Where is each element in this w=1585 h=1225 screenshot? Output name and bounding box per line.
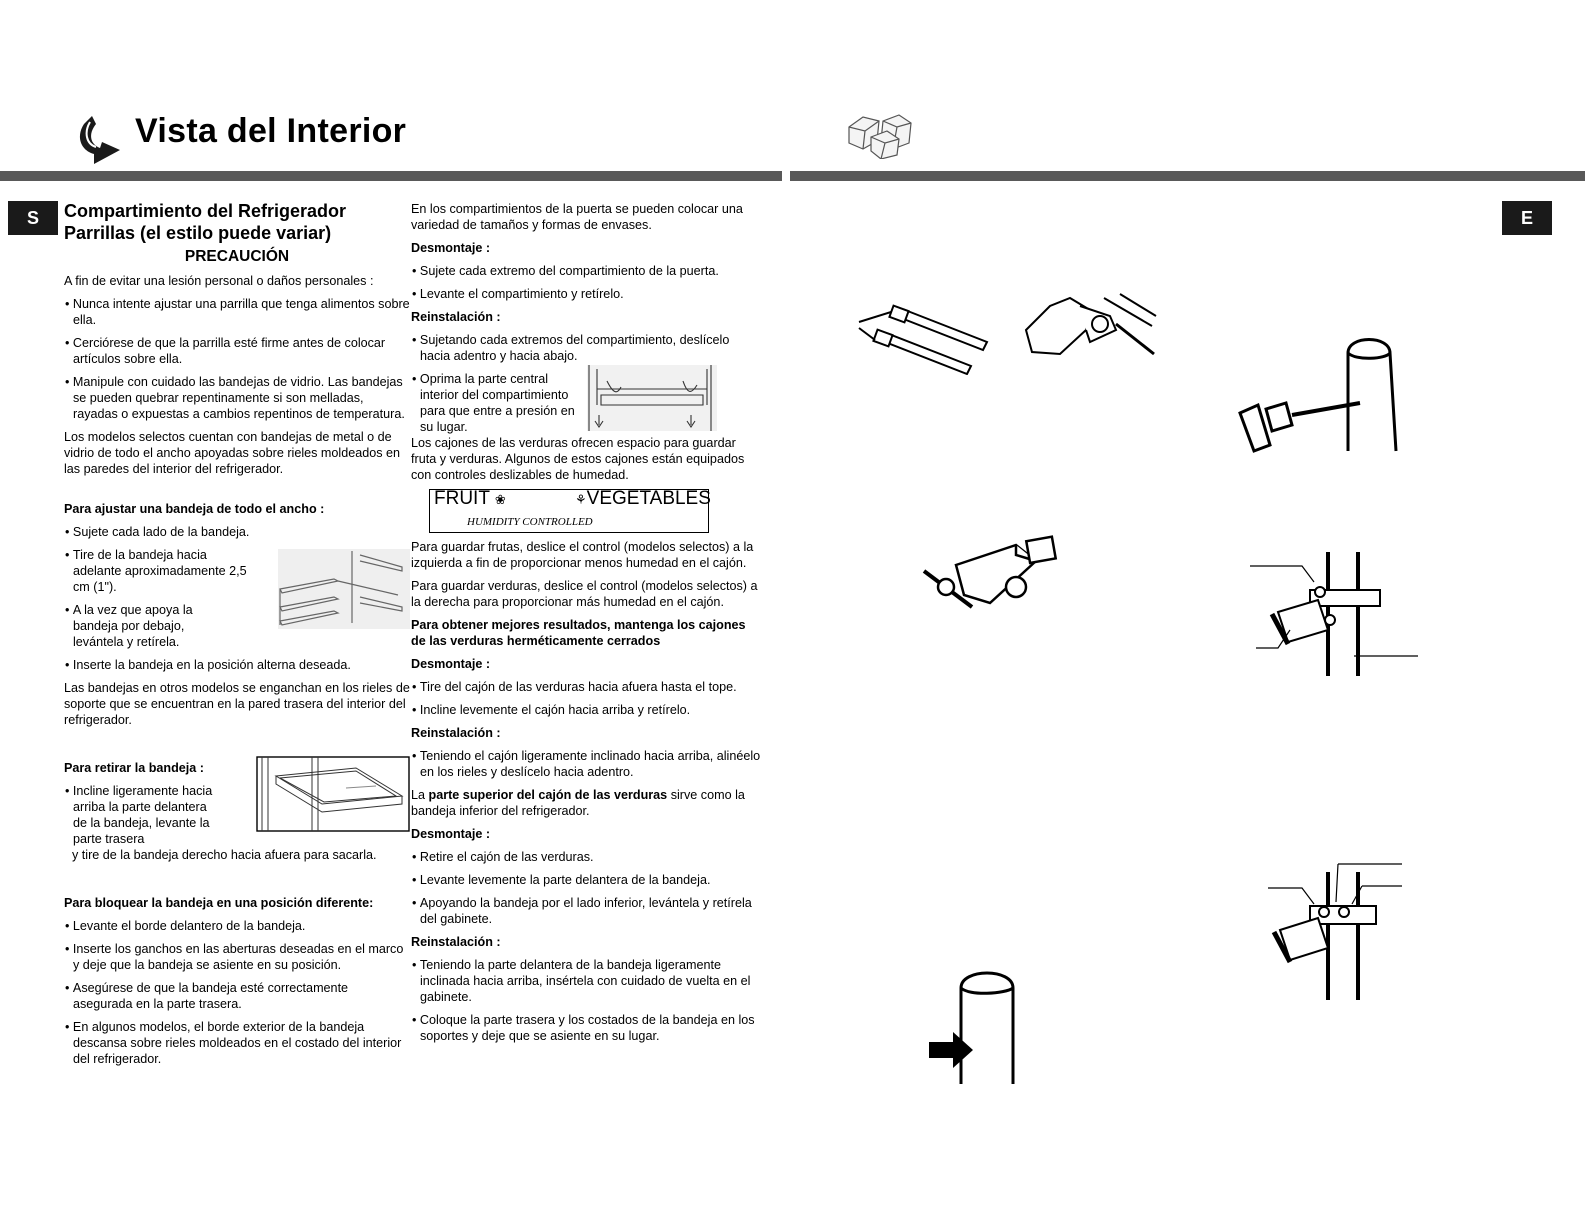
paragraph: En los compartimientos de la puerta se pueden colocar una variedad de tamaños y formas de envases.	[411, 202, 743, 232]
humidity-control-label	[429, 489, 709, 533]
valve-icon	[920, 535, 1060, 615]
remove-heading: Para retirar la bandeja :	[64, 761, 204, 775]
list-item: • Asegúrese de que la bandeja esté correctamente asegurada en la parte trasera.	[64, 980, 410, 1012]
list-item: • Levante levemente la parte delantera de la bandeja.	[411, 872, 761, 888]
page-title: Vista del Interior	[135, 112, 407, 150]
saddle-valve-tap-icon	[1236, 335, 1406, 455]
list-item: • Sujete cada lado de la bandeja.	[64, 524, 410, 540]
subheading: Desmontaje :	[411, 827, 491, 841]
paragraph: La parte superior del cajón de las verduras sirve como la bandeja inferior del refrigerador.	[411, 788, 745, 818]
shelf-remove-illustration	[256, 756, 410, 832]
subheading: Reinstalación :	[411, 726, 501, 740]
list-item-continuation: y tire de la bandeja derecho hacia afuera para sacarla.	[72, 848, 377, 862]
list-item: • Levante el compartimiento y retírelo.	[411, 286, 761, 302]
list-item: • Retire el cajón de las verduras.	[411, 849, 761, 865]
list-item: • Coloque la parte trasera y los costados de la bandeja en los soportes y deje que se asiente en su lugar.	[411, 1012, 761, 1044]
header-rule-right	[790, 171, 1585, 181]
language-tab-e[interactable]: E	[1502, 201, 1552, 235]
caution-intro: A fin de evitar una lesión personal o daños personales :	[64, 274, 374, 288]
list-item: • Sujete cada extremo del compartimiento de la puerta.	[411, 263, 761, 279]
subheading: Desmontaje :	[411, 657, 491, 671]
paragraph: Los modelos selectos cuentan con bandejas de metal o de vidrio de todo el ancho apoyadas sobre rieles moldeados en las paredes del interior del refrigerador.	[64, 430, 401, 476]
paragraph: Los cajones de las verduras ofrecen espacio para guardar fruta y verduras. Algunos de estos cajones están equipados con controles deslizables de humedad.	[411, 436, 745, 482]
valve-clamp-icon-2	[1266, 860, 1406, 1005]
list-item: • Inserte la bandeja en la posición alterna deseada.	[64, 657, 410, 673]
ice-cubes-icon	[845, 113, 915, 159]
caution-item: • Manipule con cuidado las bandejas de vidrio. Las bandejas se pueden quebrar repentinamente si son melladas, rayadas o expuestas a cambios repentinos de temperatura.	[64, 374, 410, 422]
list-item: • Levante el borde delantero de la bandeja.	[64, 918, 410, 934]
subheading: Reinstalación :	[411, 935, 501, 949]
subheading: Desmontaje :	[411, 241, 491, 255]
column-left	[64, 200, 410, 1074]
list-item: • Apoyando la bandeja por el lado inferior, levántela y retírela del gabinete.	[411, 895, 761, 927]
subheading: Reinstalación :	[411, 310, 501, 324]
adjust-heading: Para ajustar una bandeja de todo el ancho :	[64, 502, 325, 516]
pipe-arrow-icon	[925, 968, 1025, 1088]
door-bin-illustration	[587, 365, 717, 431]
best-results-heading: Para obtener mejores resultados, mantenga los cajones de las verduras herméticamente cerrados	[411, 618, 746, 648]
valve-clamp-icon	[1248, 550, 1423, 680]
paragraph: Las bandejas en otros modelos se enganchan en los rieles de soporte que se encuentran en la pared trasera del interior del refrigerador.	[64, 681, 410, 727]
caution-item: • Cerciórese de que la parrilla esté firme antes de colocar artículos sobre ella.	[64, 335, 410, 367]
list-item: • Teniendo el cajón ligeramente inclinado hacia arriba, alinéelo en los rieles y deslícelo hacia adentro.	[411, 748, 761, 780]
list-item: • Oprima la parte central interior del compartimiento para que entre a presión en su lugar.	[411, 371, 585, 435]
list-item: • En algunos modelos, el borde exterior de la bandeja descansa sobre rieles moldeados en el costado del interior del refrigerador.	[64, 1019, 410, 1067]
column-middle	[411, 201, 761, 1051]
list-item: • Inserte los ganchos en las aberturas deseadas en el marco y deje que la bandeja se asiente en su posición.	[64, 941, 410, 973]
caution-item: • Nunca intente ajustar una parrilla que tenga alimentos sobre ella.	[64, 296, 410, 328]
language-tab-s[interactable]: S	[8, 201, 58, 235]
humidity-controlled-text: HUMIDITY CONTROLLED	[467, 516, 593, 528]
shelf-adjust-illustration	[278, 549, 410, 629]
paragraph: Para guardar verduras, deslice el control (modelos selectos) a la derecha para proporcionar más humedad en el cajón.	[411, 579, 758, 609]
list-item: • Incline levemente el cajón hacia arriba y retírelo.	[411, 702, 761, 718]
list-item: • Sujetando cada extremos del compartimiento, deslícelo hacia adentro y hacia abajo.	[411, 332, 761, 364]
vegetable-icon: ⚘	[575, 492, 587, 507]
paragraph: Para guardar frutas, deslice el control (modelos selectos) a la izquierda a fin de proporcionar menos humedad en el cajón.	[411, 540, 754, 570]
fruit-icon: ❀	[494, 492, 506, 507]
vegetables-label: ⚘VEGETABLES	[575, 488, 711, 509]
section-title: Compartimiento del Refrigerador Parrillas (el estilo puede variar)	[64, 201, 347, 243]
header-rule-left	[0, 171, 782, 181]
list-item: • Tire del cajón de las verduras hacia afuera hasta el tope.	[411, 679, 761, 695]
caution-heading: PRECAUCIÓN	[184, 248, 290, 265]
list-item: • Incline ligeramente hacia arriba la parte delantera de la bandeja, levante la parte trasera	[64, 783, 223, 847]
arrow-logo-icon	[74, 114, 124, 166]
drill-icon	[1020, 290, 1160, 360]
fruit-label: FRUIT ❀	[434, 488, 506, 509]
tubing-icon	[855, 300, 995, 375]
list-item: • A la vez que apoya la bandeja por debajo, levántela y retírela.	[64, 602, 213, 650]
list-item: • Teniendo la parte delantera de la bandeja ligeramente inclinada hacia arriba, insértela con cuidado de vuelta en el gabinete.	[411, 957, 761, 1005]
list-item: • Tire de la bandeja hacia adelante aproximadamente 2,5 cm (1").	[64, 547, 248, 595]
lock-heading: Para bloquear la bandeja en una posición diferente:	[64, 896, 374, 910]
